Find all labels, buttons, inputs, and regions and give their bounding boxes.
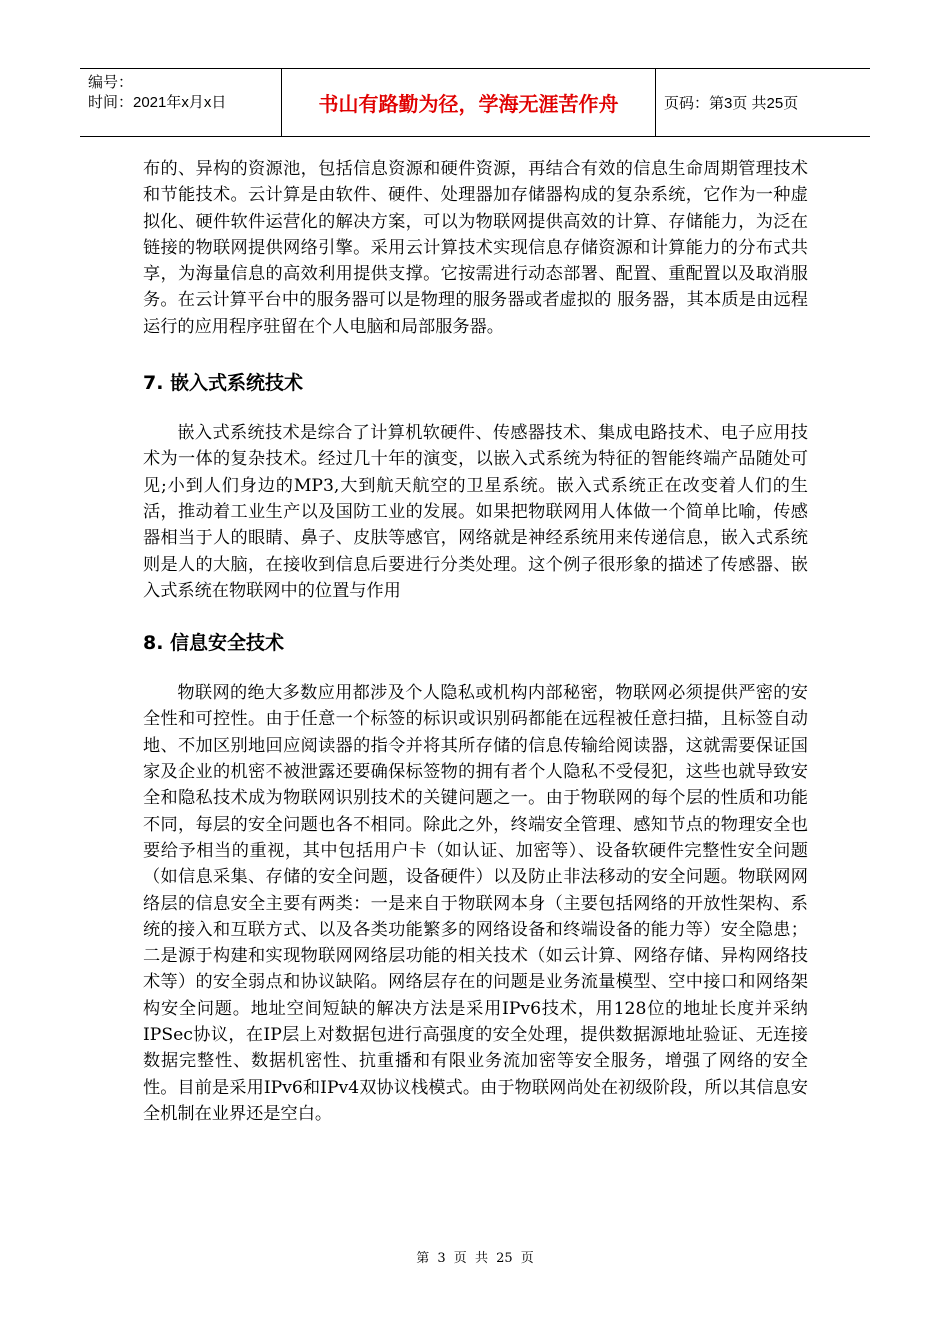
header-page-info: 页码：第3页 共25页 xyxy=(664,95,799,112)
header-motto: 书山有路勤为径，学海无涯苦作舟 xyxy=(282,69,656,136)
section-7-heading: 7. 嵌入式系统技术 xyxy=(143,372,304,395)
time-label: 时间：2021年x月x日 xyxy=(88,94,227,111)
page-header-table xyxy=(80,68,870,137)
footer-di: 第 xyxy=(416,1251,430,1266)
section-8-heading: 8. 信息安全技术 xyxy=(143,632,285,655)
number-label: 编号： xyxy=(88,74,134,91)
page-footer xyxy=(0,1247,950,1266)
footer-ye: 页 xyxy=(453,1251,467,1266)
footer-total-pages: 25 xyxy=(496,1251,513,1266)
footer-gong: 共 xyxy=(474,1251,488,1266)
cloud-computing-paragraph: 布的、异构的资源池，包括信息资源和硬件资源，再结合有效的信息生命周期管理技术和节能技术。云计算是由软件、硬件、处理器加存储器构成的复杂系统，它作为一种虚拟化、硬件软件运营化的解决方案，可以为物联网提供高效的计算、存储能力，为泛在链接的物联网提供网络引擎。采用云计算技术实现信息存储资源和计算能力的分布式共享，为海量信息的高效利用提供支撑。它按需进行动态部署、配置、重配置以及取消服务。在云计算平台中的服务器可以是物理的服务器或者虚拟的 服务器，其本质是由远程运行的应用程序驻留在个人电脑和局部服务器。 xyxy=(143,159,808,337)
document-body xyxy=(143,156,808,1127)
section-7-paragraph: 嵌入式系统技术是综合了计算机软硬件、传感器技术、集成电路技术、电子应用技术为一体的复杂技术。经过几十年的演变，以嵌入式系统为特征的智能终端产品随处可见;小到人们身边的MP3,大到航天航空的卫星系统。嵌入式系统正在改变着人们的生活，推动着工业生产以及国防工业的发展。如果把物联网用人体做一个简单比喻，传感器相当于人的眼睛、鼻子、皮肤等感官，网络就是神经系统用来传递信息，嵌入式系统则是人的大脑，在接收到信息后要进行分类处理。这个例子很形象的描述了传感器、嵌入式系统在物联网中的位置与作用 xyxy=(143,423,808,601)
footer-page-number: 3 xyxy=(437,1251,446,1266)
section-8-paragraph: 物联网的绝大多数应用都涉及个人隐私或机构内部秘密，物联网必须提供严密的安全性和可控性。由于任意一个标签的标识或识别码都能在远程被任意扫描，且标签自动地、不加区别地回应阅读器的指令并将其所存储的信息传输给阅读器，这就需要保证国家及企业的机密不被泄露还要确保标签物的拥有者个人隐私不受侵犯，这些也就导致安全和隐私技术成为物联网识别技术的关键问题之一。由于物联网的每个层的性质和功能不同，每层的安全问题也各不相同。除此之外，终端安全管理、感知节点的物理安全也要给予相当的重视，其中包括用户卡（如认证、加密等）、设备软硬件完整性安全问题（如信息采集、存储的安全问题，设备硬件）以及防止非法移动的安全问题。物联网网络层的信息安全主要有两类：一是来自于物联网本身（主要包括网络的开放性架构、系统的接入和互联方式、以及各类功能繁多的网络设备和终端设备的能力等）安全隐患；二是源于构建和实现物联网网络层功能的相关技术（如云计算、网络存储、异构网络技术等）的安全弱点和协议缺陷。网络层存在的问题是业务流量模型、空中接口和网络架构安全问题。地址空间短缺的解决方法是采用IPv6技术，用128位的地址长度并采纳IPSec协议，在IP层上对数据包进行高强度的安全处理，提供数据源地址验证、无连接数据完整性、数据机密性、抗重播和有限业务流加密等安全服务，增强了网络的安全性。目前是采用IPv6和IPv4双协议栈模式。由于物联网尚处在初级阶段，所以其信息安全机制在业界还是空白。 xyxy=(143,683,808,1124)
footer-ye-2: 页 xyxy=(520,1251,534,1266)
header-meta-cell xyxy=(80,69,282,136)
